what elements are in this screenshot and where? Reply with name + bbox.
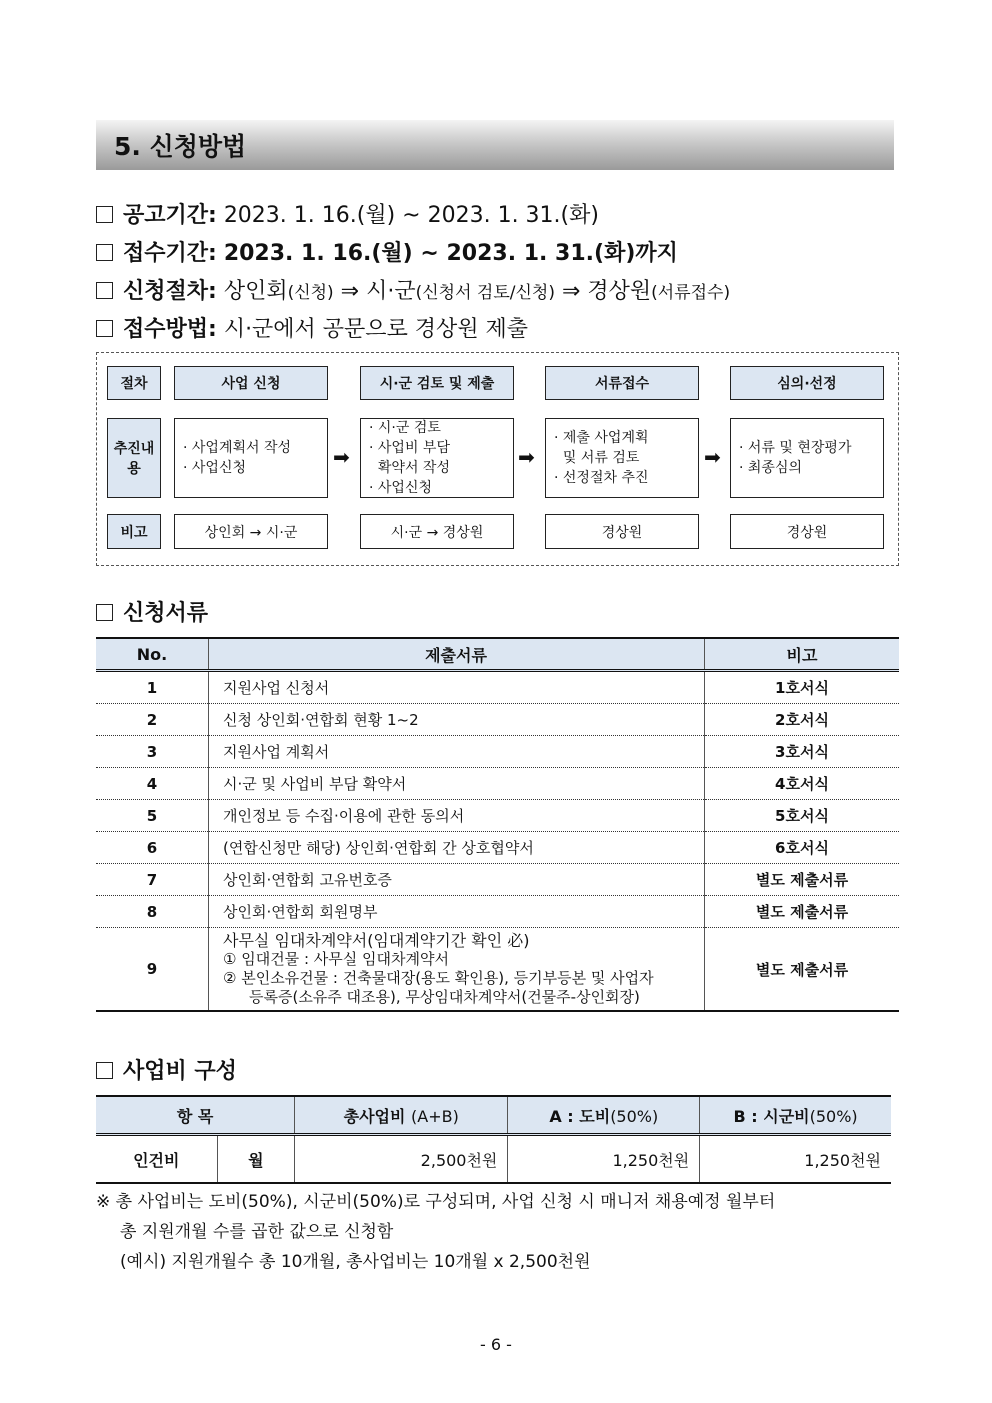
checkbox-square-icon — [96, 244, 113, 261]
col-header-provincial: A : 도비(50%) — [508, 1096, 700, 1135]
flow-step-header-2: 시·군 검토 및 제출 — [360, 366, 514, 400]
info-reception-period: 접수기간: 2023. 1. 16.(월) ~ 2023. 1. 31.(화)까지 — [96, 236, 678, 267]
page-number: - 6 - — [480, 1335, 512, 1354]
flow-step-header-3: 서류접수 — [545, 366, 699, 400]
col-header-note: 비고 — [705, 638, 900, 671]
table-row: 7 상인회·연합회 고유번호증 별도 제출서류 — [96, 864, 899, 896]
col-header-document: 제출서류 — [209, 638, 705, 671]
flow-step-content-3: · 제출 사업계획 및 서류 검토 · 선정절차 추진 — [545, 418, 699, 498]
budget-table — [96, 1095, 891, 1184]
table-row: 4 시·군 및 사업비 부담 확약서 4호서식 — [96, 768, 899, 800]
flow-step-content-4: · 서류 및 현장평가 · 최종심의 — [730, 418, 884, 498]
flow-step-header-4: 심의·선정 — [730, 366, 884, 400]
required-documents-table — [96, 637, 899, 1012]
right-arrow-icon: ➡ — [333, 445, 350, 469]
col-header-total: 총사업비 (A+B) — [295, 1096, 508, 1135]
info-announcement-period: 공고기간: 2023. 1. 16.(월) ~ 2023. 1. 31.(화) — [96, 198, 599, 229]
info-procedure: 신청절차: 상인회(신청) ⇒ 시·군(신청서 검토/신청) ⇒ 경상원(서류접수) — [96, 274, 730, 305]
table-row: 8 상인회·연합회 회원명부 별도 제출서류 — [96, 896, 899, 928]
budget-note: ※ 총 사업비는 도비(50%), 시군비(50%)로 구성되며, 사업 신청 시 매니저 채용예정 월부터 총 지원개월 수를 곱한 값으로 신청함 (예시) 지원개월수 총 10개월, 총사업비는 10개월 x 2,500천원 — [96, 1192, 776, 1272]
budget-section-title: 사업비 구성 — [96, 1054, 237, 1085]
table-row: 6 (연합신청만 해당) 상인회·연합회 간 상호협약서 6호서식 — [96, 832, 899, 864]
flow-step-note-4: 경상원 — [730, 514, 884, 549]
table-row: 9 사무실 임대차계약서(임대계약기간 확인 必) ① 임대건물 : 사무실 임대차계약서 ② 본인소유건물 : 건축물대장(용도 확인용), 등기부등본 및 사업자 등록증(소유주 대조용), 무상임대차계약서(건물주-상인회장) 별도 제출서류 — [96, 928, 899, 1012]
flow-row-label-content: 추진내용 — [107, 418, 161, 498]
docs-section-title: 신청서류 — [96, 596, 208, 627]
section-title: 5. 신청방법 — [96, 120, 894, 170]
flow-row-label-note: 비고 — [107, 514, 161, 549]
checkbox-square-icon — [96, 282, 113, 299]
checkbox-square-icon — [96, 1062, 113, 1079]
checkbox-square-icon — [96, 320, 113, 337]
table-row: 3 지원사업 계획서 3호서식 — [96, 736, 899, 768]
table-row: 5 개인정보 등 수집·이용에 관한 동의서 5호서식 — [96, 800, 899, 832]
right-arrow-icon: ➡ — [704, 445, 721, 469]
table-row: 1 지원사업 신청서 1호서식 — [96, 671, 899, 704]
col-header-no: No. — [96, 638, 209, 671]
col-header-item: 항 목 — [96, 1096, 295, 1135]
info-submission-method: 접수방법: 시·군에서 공문으로 경상원 제출 — [96, 312, 528, 343]
flow-step-content-2: · 시·군 검토 · 사업비 부담 확약서 작성 · 사업신청 — [360, 418, 514, 498]
flow-row-label-step: 절차 — [107, 366, 161, 400]
flow-step-note-2: 시·군 → 경상원 — [360, 514, 514, 549]
col-header-municipal: B : 시군비(50%) — [700, 1096, 891, 1135]
checkbox-square-icon — [96, 604, 113, 621]
checkbox-square-icon — [96, 206, 113, 223]
right-arrow-icon: ➡ — [518, 445, 535, 469]
flow-step-note-1: 상인회 → 시·군 — [174, 514, 328, 549]
flow-step-header-1: 사업 신청 — [174, 366, 328, 400]
flow-step-note-3: 경상원 — [545, 514, 699, 549]
table-row: 2 신청 상인회·연합회 현황 1~2 2호서식 — [96, 704, 899, 736]
table-row: 인건비 월 2,500천원 1,250천원 1,250천원 — [96, 1135, 891, 1184]
flow-step-content-1: · 사업계획서 작성 · 사업신청 — [174, 418, 328, 498]
